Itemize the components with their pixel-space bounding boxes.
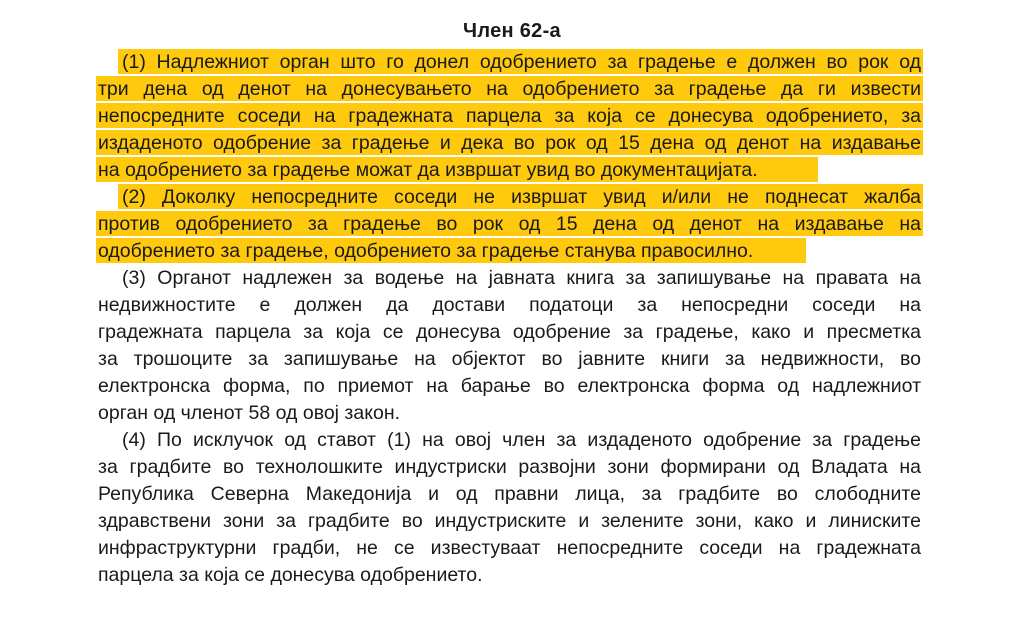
paragraph-line: (4) По исклучок од ставот (1) на овој член за издаденото одобрение за градење: [122, 429, 921, 451]
paragraph-line: градежната парцела за која се донесува одобрение за градење, како и пресметка: [98, 321, 921, 343]
paragraph-line: парцела за која се донесува одобрението.: [98, 564, 483, 586]
paragraph-line: инфраструктурни градби, не се известуваат непосредните соседи на градежната: [98, 537, 921, 559]
paragraph-line: на одобрението за градење можат да извршат увид во документацијата.: [98, 159, 758, 181]
paragraph-line: непосредните соседи на градежната парцела за која се донесува одобрението, за: [98, 105, 921, 127]
paragraph-line: електронска форма, по приемот на барање во електронска форма од надлежниот: [98, 375, 921, 397]
paragraph-line: против одобрението за градење во рок од 15 дена од денот на издавање на: [98, 213, 921, 235]
paragraph-line: недвижностите е должен да достави податоци за непосредни соседи на: [98, 294, 921, 316]
article-title: Член 62-а: [463, 20, 561, 42]
paragraph-line: три дена од денот на донесувањето на одобрението за градење да ги извести: [98, 78, 921, 100]
paragraph-line: Република Северна Македонија и од правни лица, за градбите во слободните: [98, 483, 921, 505]
paragraph-line: (1) Надлежниот орган што го донел одобрението за градење е должен во рок од: [122, 51, 921, 73]
paragraph-line: за градбите во технолошките индустриски развојни зони формирани од Владата на: [98, 456, 921, 478]
paragraph-line: (3) Органот надлежен за водење на јавната книга за запишување на правата на: [122, 267, 921, 289]
paragraph-line: издаденото одобрение за градење и дека во рок од 15 дена од денот на издавање: [98, 132, 921, 154]
paragraph-line: за трошоците за запишување на објектот во јавните книги за недвижности, во: [98, 348, 921, 370]
paragraph-line: одобрението за градење, одобрението за градење станува правосилно.: [98, 240, 754, 262]
paragraph-line: орган од членот 58 од овој закон.: [98, 402, 401, 424]
paragraph-line: здравствени зони за градбите во индустриските и зелените зони, како и линиските: [98, 510, 921, 532]
paragraph-line: (2) Доколку непосредните соседи не извршат увид и/или не поднесат жалба: [122, 186, 921, 208]
